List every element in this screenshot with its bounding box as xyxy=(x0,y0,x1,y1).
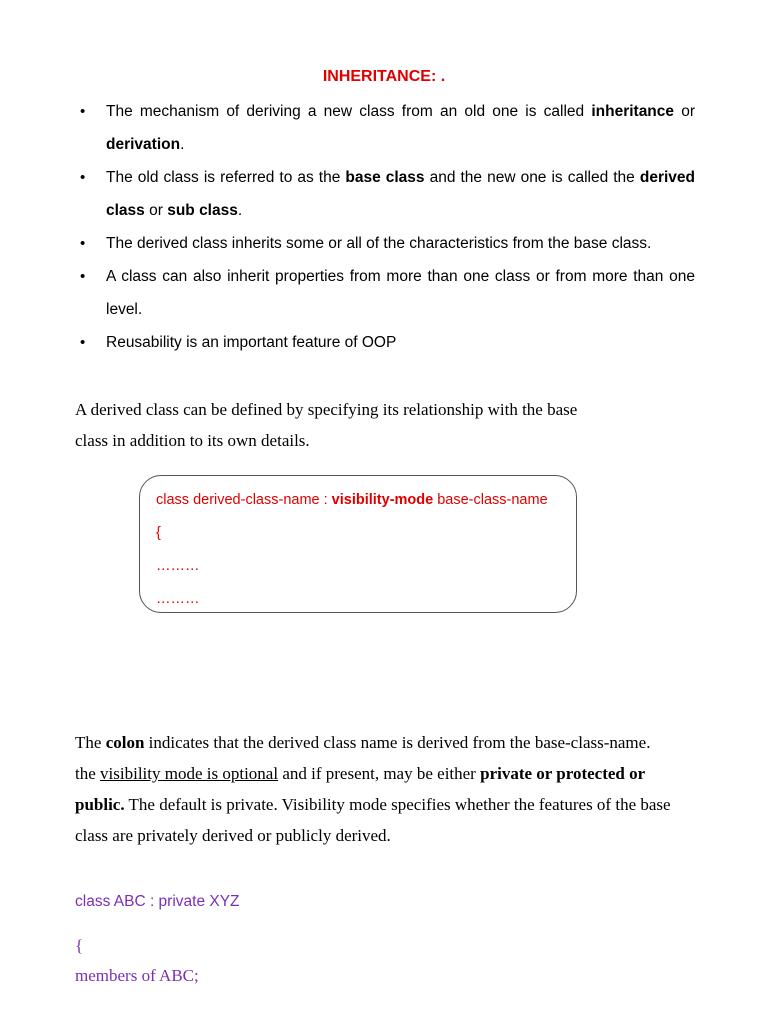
text-run: . xyxy=(180,136,185,153)
bold-term: derived class xyxy=(106,169,695,219)
example-brace: { xyxy=(75,936,84,955)
page-title: INHERITANCE: . xyxy=(322,68,446,85)
text-run: A class can also inherit properties from more than one class or from more than one level. xyxy=(106,268,695,318)
explain-line xyxy=(75,727,685,758)
list-item xyxy=(80,326,695,359)
bold-term: inheritance xyxy=(591,103,675,120)
bold-term: derivation xyxy=(106,136,181,153)
intro-line: class in addition to its own details. xyxy=(75,431,310,450)
text-run: The mechanism of deriving a new class from an old one is called xyxy=(106,103,592,120)
text-run: indicates that the derived class name is derived from the base-class-name. xyxy=(144,733,651,752)
text-run: . xyxy=(237,202,243,219)
intro-line: A derived class can be defined by specifying its relationship with the base xyxy=(75,400,578,419)
syntax-brace: { xyxy=(156,525,161,541)
text-run: The derived class inherits some or all of the characteristics from the base class. xyxy=(106,235,652,252)
intro-paragraph xyxy=(75,394,635,456)
syntax-dots: ……… xyxy=(156,558,200,574)
text-run: or xyxy=(674,103,695,120)
list-item xyxy=(80,260,695,326)
syntax-box xyxy=(139,475,577,613)
underlined-term: visibility mode is optional xyxy=(100,764,279,783)
syntax-prefix: class derived-class-name : xyxy=(156,492,332,508)
bullet-list xyxy=(80,95,695,359)
text-run: The default is private. Visibility mode specifies whether the features of the base class are privately derived or publicly derived. xyxy=(75,795,671,845)
text-run: and if present, may be either xyxy=(278,764,481,783)
list-item xyxy=(80,227,695,260)
text-run: or xyxy=(144,202,168,219)
syntax-line xyxy=(156,484,576,517)
text-run: The old class is referred to as the xyxy=(106,169,346,186)
bold-term: colon xyxy=(105,733,145,752)
syntax-visibility-mode: visibility-mode xyxy=(331,492,434,508)
example-members: members of ABC; xyxy=(75,966,199,985)
example-class-header: class ABC : private XYZ xyxy=(75,893,240,910)
text-run: The xyxy=(75,733,106,752)
explain-body xyxy=(75,758,685,851)
text-run: the xyxy=(75,764,101,783)
syntax-dots: ……… xyxy=(156,591,200,607)
syntax-suffix: base-class-name xyxy=(433,492,548,508)
text-run: and the new one is called the xyxy=(424,169,640,186)
bold-term: sub class xyxy=(167,202,238,219)
bold-term: private or protected or public. xyxy=(75,764,645,814)
explanation-paragraph xyxy=(75,727,685,851)
text-run: Reusability is an important feature of OOP xyxy=(106,334,397,351)
bold-term: base class xyxy=(345,169,425,186)
list-item xyxy=(80,161,695,227)
list-item xyxy=(80,95,695,161)
